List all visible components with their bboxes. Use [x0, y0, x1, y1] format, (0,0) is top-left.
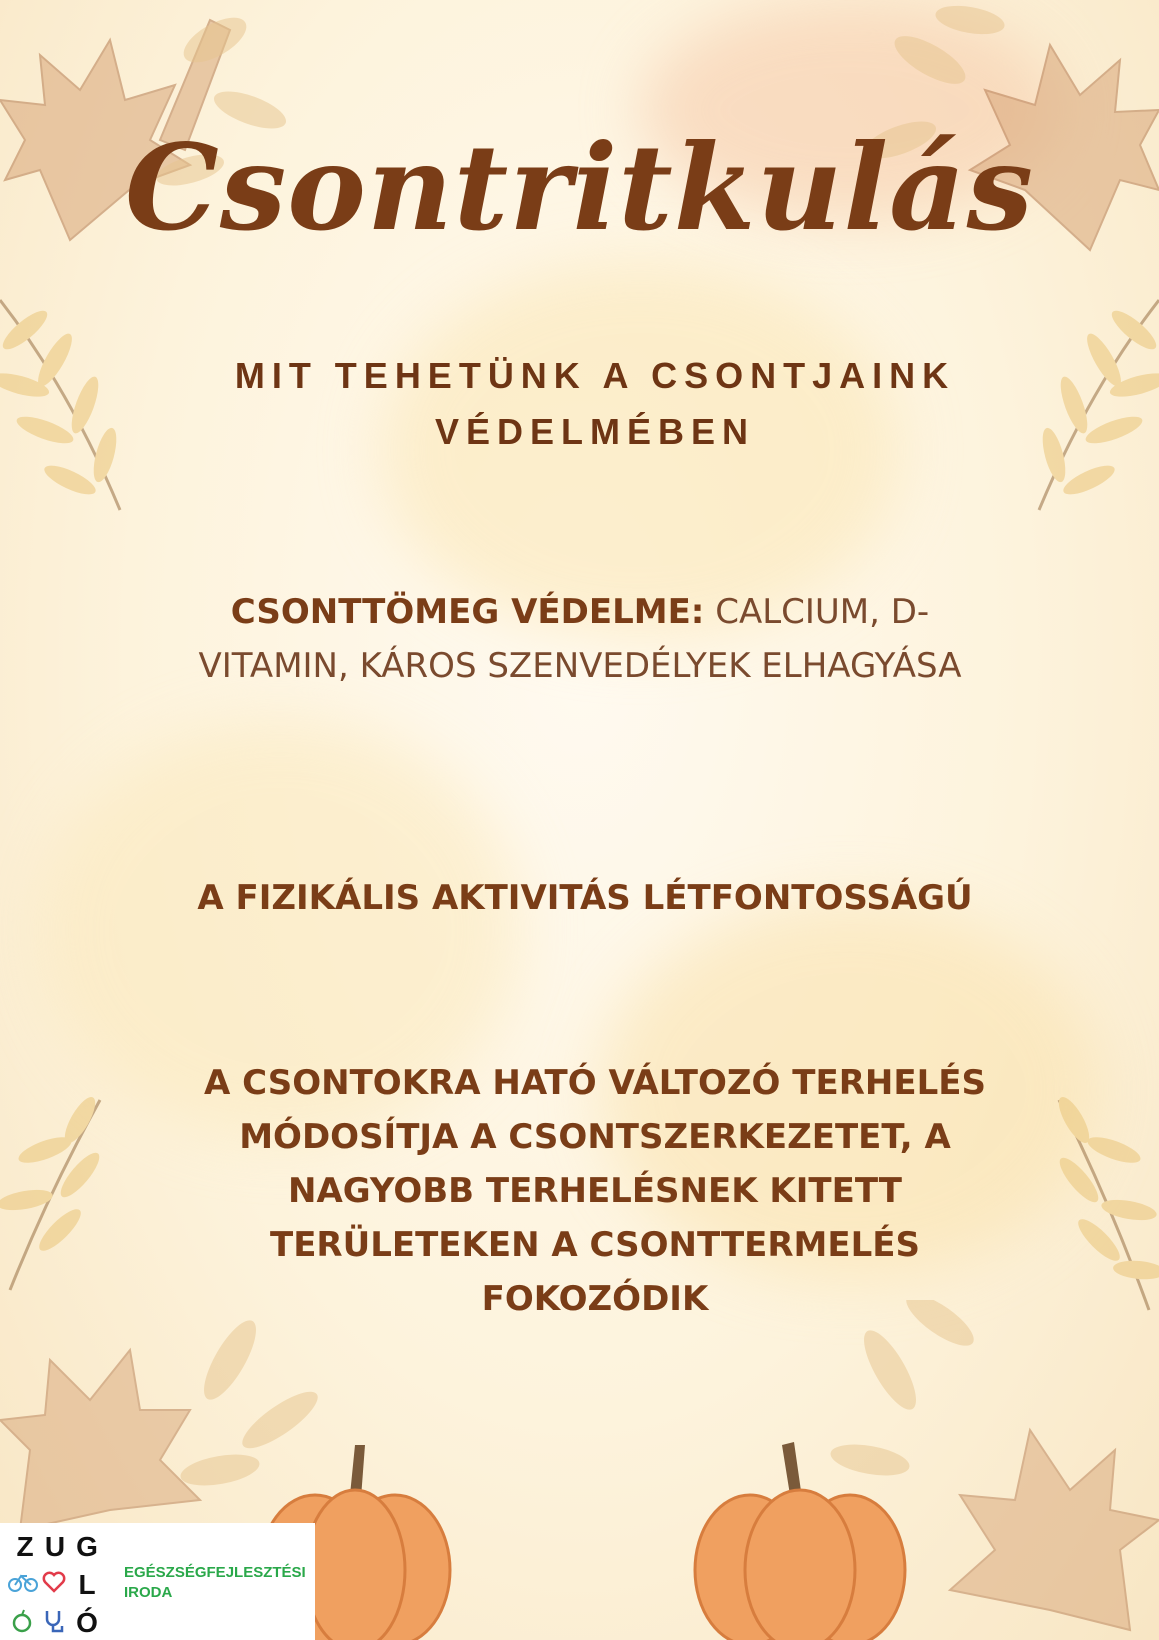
fern-leaf-decoration [1029, 1090, 1159, 1320]
logo-letter: Z [16, 1531, 34, 1562]
logo-text [124, 1563, 314, 1603]
logo-letter: U [44, 1531, 66, 1562]
fern-leaf-decoration [0, 290, 140, 530]
bone-mass-heading: CSONTTÖMEG VÉDELME: [230, 592, 705, 632]
heart-icon [42, 1571, 66, 1593]
subtitle: MIT TEHETÜNK A CSONTJAINK VÉDELMÉBEN [234, 355, 956, 452]
bone-mass-paragraph [180, 585, 980, 693]
physical-activity-paragraph: A FIZIKÁLIS AKTIVITÁS LÉTFONTOSSÁGÚ [197, 878, 973, 918]
zuglo-logo [0, 1523, 315, 1640]
bicycle-icon [8, 1571, 38, 1593]
logo-line-1: EGÉSZSÉGFEJLESZTÉSI [124, 1564, 306, 1581]
logo-letter: Ó [76, 1607, 98, 1638]
bone-load-paragraph: A CSONTOKRA HATÓ VÁLTOZÓ TERHELÉS MÓDOSÍTJA A CSONTSZERKEZETET, A NAGYOBB TERHELÉSNEK KITETT TERÜLETEKEN A CSONTTERMELÉS FOKOZÓDIK [204, 1063, 986, 1319]
bone-mass-text: CALCIUM, D-VITAMIN, KÁROS SZENVEDÉLYEK ELHAGYÁSA [198, 592, 962, 686]
fern-leaf-decoration [1019, 290, 1159, 530]
logo-letter: G [76, 1531, 98, 1562]
fern-leaf-decoration [0, 1090, 120, 1300]
logo-line-2: IRODA [124, 1584, 173, 1601]
page-title: Csontritkulás [124, 118, 1035, 257]
logo-letter: L [78, 1569, 96, 1600]
apple-icon [10, 1609, 34, 1633]
stethoscope-icon [42, 1609, 68, 1635]
pumpkin-decoration [690, 1440, 910, 1640]
